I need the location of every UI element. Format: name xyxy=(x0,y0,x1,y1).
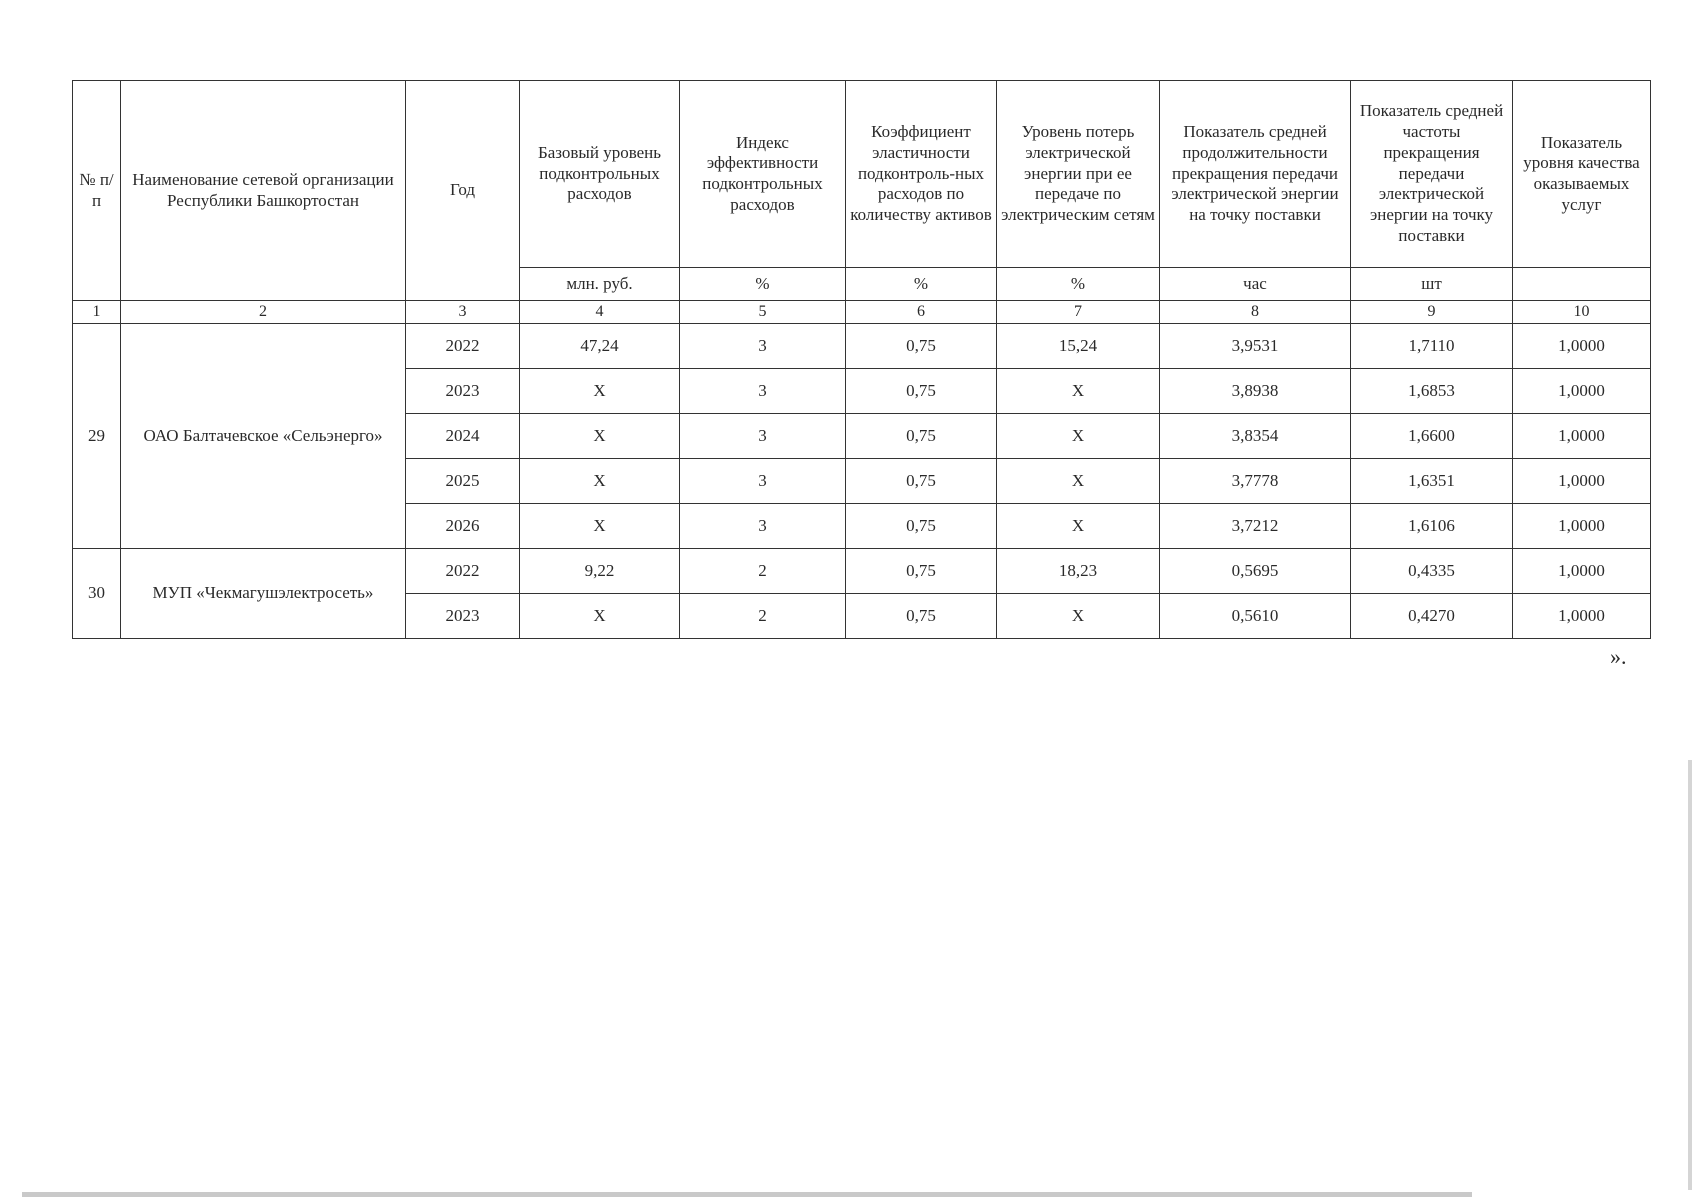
unit-loss-level: % xyxy=(997,268,1160,301)
cell-elasticity-coefficient: 0,75 xyxy=(846,369,997,414)
cell-interruption-duration: 3,8354 xyxy=(1160,414,1351,459)
cell-year: 2023 xyxy=(406,369,520,414)
table-row xyxy=(73,324,1651,369)
organization-name: МУП «Чекмагушэлектросеть» xyxy=(121,549,406,639)
header-organization: Наименование сетевой организации Республики Башкортостан xyxy=(121,81,406,301)
column-number: 1 xyxy=(73,301,121,324)
cell-loss-level: X xyxy=(997,594,1160,639)
column-number: 3 xyxy=(406,301,520,324)
column-number: 10 xyxy=(1513,301,1651,324)
cell-base-level: X xyxy=(520,369,680,414)
header-base-level: Базовый уровень подконтрольных расходов xyxy=(520,81,680,268)
scan-edge-right xyxy=(1688,760,1692,1190)
cell-loss-level: X xyxy=(997,504,1160,549)
column-number: 4 xyxy=(520,301,680,324)
cell-efficiency-index: 3 xyxy=(680,504,846,549)
header-efficiency-index: Индекс эффективности подконтрольных расходов xyxy=(680,81,846,268)
header-elasticity-coefficient: Коэффициент эластичности подконтроль-ных расходов по количеству активов xyxy=(846,81,997,268)
cell-interruption-duration: 3,7212 xyxy=(1160,504,1351,549)
organization-name: ОАО Балтачевское «Сельэнерго» xyxy=(121,324,406,549)
cell-year: 2024 xyxy=(406,414,520,459)
cell-base-level: X xyxy=(520,594,680,639)
unit-elasticity-coefficient: % xyxy=(846,268,997,301)
header-loss-level: Уровень потерь электрической энергии при ее передаче по электрическим сетям xyxy=(997,81,1160,268)
cell-loss-level: X xyxy=(997,459,1160,504)
header-interruption-duration: Показатель средней продолжительности прекращения передачи электрической энергии на точку поставки xyxy=(1160,81,1351,268)
column-number: 9 xyxy=(1351,301,1513,324)
column-number: 8 xyxy=(1160,301,1351,324)
cell-service-quality: 1,0000 xyxy=(1513,414,1651,459)
header-year: Год xyxy=(406,81,520,301)
cell-interruption-duration: 3,8938 xyxy=(1160,369,1351,414)
cell-year: 2023 xyxy=(406,594,520,639)
scan-edge-bottom xyxy=(22,1192,1472,1197)
cell-base-level: X xyxy=(520,459,680,504)
cell-elasticity-coefficient: 0,75 xyxy=(846,414,997,459)
cell-service-quality: 1,0000 xyxy=(1513,459,1651,504)
cell-elasticity-coefficient: 0,75 xyxy=(846,594,997,639)
cell-efficiency-index: 3 xyxy=(680,369,846,414)
table-row xyxy=(73,549,1651,594)
cell-efficiency-index: 3 xyxy=(680,324,846,369)
cell-elasticity-coefficient: 0,75 xyxy=(846,549,997,594)
cell-year: 2022 xyxy=(406,549,520,594)
unit-interruption-duration: час xyxy=(1160,268,1351,301)
cell-year: 2026 xyxy=(406,504,520,549)
cell-elasticity-coefficient: 0,75 xyxy=(846,324,997,369)
cell-loss-level: X xyxy=(997,414,1160,459)
cell-elasticity-coefficient: 0,75 xyxy=(846,459,997,504)
unit-efficiency-index: % xyxy=(680,268,846,301)
cell-interruption-frequency: 0,4270 xyxy=(1351,594,1513,639)
cell-interruption-frequency: 1,6853 xyxy=(1351,369,1513,414)
cell-interruption-duration: 3,7778 xyxy=(1160,459,1351,504)
cell-interruption-duration: 0,5610 xyxy=(1160,594,1351,639)
cell-loss-level: 18,23 xyxy=(997,549,1160,594)
cell-elasticity-coefficient: 0,75 xyxy=(846,504,997,549)
cell-year: 2025 xyxy=(406,459,520,504)
cell-service-quality: 1,0000 xyxy=(1513,594,1651,639)
indicators-table xyxy=(72,80,1651,639)
cell-efficiency-index: 3 xyxy=(680,459,846,504)
cell-base-level: X xyxy=(520,414,680,459)
cell-interruption-duration: 0,5695 xyxy=(1160,549,1351,594)
cell-interruption-duration: 3,9531 xyxy=(1160,324,1351,369)
cell-efficiency-index: 2 xyxy=(680,594,846,639)
column-number: 7 xyxy=(997,301,1160,324)
column-number: 5 xyxy=(680,301,846,324)
cell-efficiency-index: 3 xyxy=(680,414,846,459)
unit-base-level: млн. руб. xyxy=(520,268,680,301)
cell-base-level: X xyxy=(520,504,680,549)
organization-number: 30 xyxy=(73,549,121,639)
cell-interruption-frequency: 1,6106 xyxy=(1351,504,1513,549)
cell-interruption-frequency: 0,4335 xyxy=(1351,549,1513,594)
column-number: 6 xyxy=(846,301,997,324)
cell-interruption-frequency: 1,6600 xyxy=(1351,414,1513,459)
cell-service-quality: 1,0000 xyxy=(1513,549,1651,594)
cell-service-quality: 1,0000 xyxy=(1513,324,1651,369)
cell-service-quality: 1,0000 xyxy=(1513,369,1651,414)
cell-base-level: 9,22 xyxy=(520,549,680,594)
unit-service-quality xyxy=(1513,268,1651,301)
organization-number: 29 xyxy=(73,324,121,549)
header-interruption-frequency: Показатель средней частоты прекращения передачи электрической энергии на точку поставки xyxy=(1351,81,1513,268)
cell-loss-level: 15,24 xyxy=(997,324,1160,369)
cell-interruption-frequency: 1,6351 xyxy=(1351,459,1513,504)
cell-service-quality: 1,0000 xyxy=(1513,504,1651,549)
column-number: 2 xyxy=(121,301,406,324)
cell-loss-level: X xyxy=(997,369,1160,414)
unit-interruption-frequency: шт xyxy=(1351,268,1513,301)
cell-year: 2022 xyxy=(406,324,520,369)
header-number: № п/п xyxy=(73,81,121,301)
closing-quote: ». xyxy=(1610,644,1627,669)
cell-efficiency-index: 2 xyxy=(680,549,846,594)
header-service-quality: Показатель уровня качества оказываемых услуг xyxy=(1513,81,1651,268)
cell-interruption-frequency: 1,7110 xyxy=(1351,324,1513,369)
cell-base-level: 47,24 xyxy=(520,324,680,369)
